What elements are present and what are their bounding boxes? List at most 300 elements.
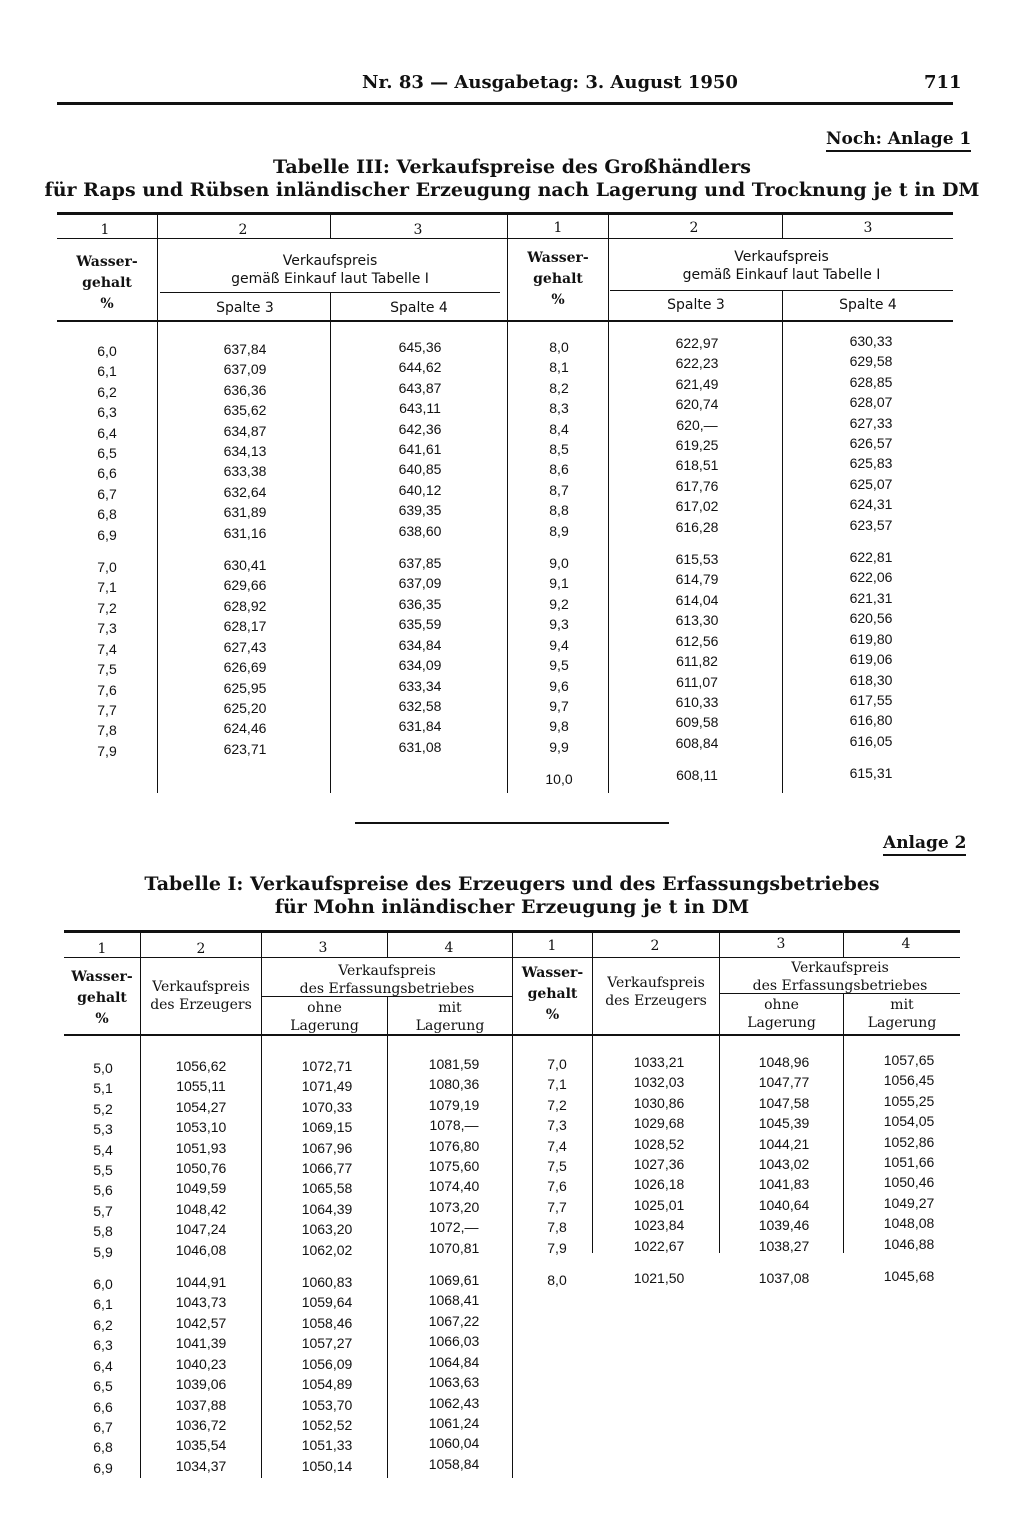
table-cell: 619,06 (849, 651, 893, 668)
table-cell: 622,97 (675, 335, 719, 351)
table3-title: Tabelle III: Verkaufspreise des Großhändlers (273, 156, 751, 178)
table-cell: 8,4 (549, 420, 569, 437)
table-cell: 7,3 (97, 620, 117, 637)
table-cell: 1069,15 (301, 1119, 353, 1136)
table-cell: 6,5 (93, 1378, 113, 1395)
page-number: 711 (924, 72, 962, 93)
table-cell: 6,1 (93, 1296, 113, 1313)
table3-colnum: 3 (863, 220, 873, 236)
table-cell: 631,08 (398, 738, 442, 755)
table-cell: 1061,24 (428, 1414, 480, 1431)
table-cell: 615,53 (675, 551, 719, 568)
table-cell: 7,6 (547, 1178, 567, 1195)
table1-left-mit-column (409, 1054, 499, 1474)
table-cell: 1027,36 (633, 1156, 685, 1173)
table3-vrule-5a (782, 215, 783, 239)
table-cell: 1041,39 (175, 1335, 227, 1352)
table-cell: 628,07 (849, 394, 893, 411)
table-cell: 9,1 (549, 575, 569, 592)
table-cell: 1058,46 (301, 1314, 353, 1331)
table-cell: 1045,39 (758, 1115, 810, 1132)
table-cell: 1036,72 (175, 1416, 227, 1433)
table-cell: 630,33 (849, 333, 893, 349)
table-cell: 634,09 (398, 657, 442, 674)
table-cell: 640,85 (398, 461, 442, 478)
group-spacer (200, 543, 290, 555)
table-cell: 5,2 (93, 1100, 113, 1117)
table-cell: 5,0 (93, 1060, 113, 1076)
table-cell: 622,23 (675, 355, 719, 372)
table-cell: 8,1 (549, 359, 569, 376)
table-cell: 620,— (676, 416, 718, 433)
table-cell: 1046,88 (883, 1235, 935, 1252)
table-cell: 1056,62 (175, 1058, 227, 1074)
table-cell: 639,35 (398, 502, 442, 519)
annex-label-1: Noch: Anlage 1 (826, 129, 971, 152)
table-cell: 6,8 (93, 1439, 113, 1456)
table1-subtitle: für Mohn inländischer Erzeugung je t in DM (274, 896, 750, 918)
table-cell: 625,20 (223, 699, 267, 716)
table3-moisture-header: Wasser- gehalt % (76, 254, 138, 312)
table-cell: 1040,64 (758, 1196, 810, 1213)
table-cell: 1054,27 (175, 1098, 227, 1115)
table1-colnum: 2 (650, 938, 660, 954)
table-cell: 1037,08 (758, 1270, 810, 1287)
table-cell: 6,3 (93, 1337, 113, 1354)
table-cell: 619,25 (675, 437, 719, 454)
group-spacer (58, 1262, 148, 1274)
group-spacer (62, 545, 152, 557)
table-cell: 7,5 (547, 1158, 567, 1175)
table-cell: 5,8 (93, 1223, 113, 1240)
table-cell: 1044,91 (175, 1274, 227, 1291)
table-cell: 8,7 (549, 481, 569, 498)
table-cell: 1067,96 (301, 1139, 353, 1156)
table-cell: 1049,59 (175, 1180, 227, 1197)
table1-colnum: 3 (318, 940, 328, 956)
table-cell: 1055,25 (883, 1092, 935, 1109)
table-cell: 617,55 (849, 691, 893, 708)
table3-moisture-header: Wasser- gehalt % (527, 250, 589, 308)
table1-vrule-7a (843, 933, 844, 958)
table-cell: 1025,01 (633, 1196, 685, 1213)
table-cell: 8,5 (549, 441, 569, 458)
table3-spalte3-header: Spalte 3 (667, 297, 725, 313)
group-spacer (514, 757, 604, 769)
table-cell: 9,7 (549, 697, 569, 714)
table3-subtitle: für Raps und Rübsen inländischer Erzeugung nach Lagerung und Trocknung je t in DM (44, 179, 980, 201)
table-cell: 1039,06 (175, 1376, 227, 1393)
table1-colnum: 3 (776, 936, 786, 952)
table3-colnum: 2 (689, 220, 699, 236)
table-cell: 610,33 (675, 693, 719, 710)
table-cell: 5,7 (93, 1202, 113, 1219)
group-spacer (375, 541, 465, 553)
table-cell: 1064,39 (301, 1200, 353, 1217)
table-cell: 629,66 (223, 577, 267, 594)
table1-colnum: 4 (444, 940, 454, 956)
table-cell: 1060,04 (428, 1435, 480, 1452)
table-cell: 1042,57 (175, 1314, 227, 1331)
table1-moisture-header: Wasser- gehalt % (521, 965, 584, 1023)
table1-producer-header: Verkaufspreis des Erzeugers (605, 975, 707, 1009)
table3-colnum: 1 (553, 220, 563, 236)
group-spacer (652, 753, 742, 765)
table-cell: 1048,08 (883, 1215, 935, 1232)
group-spacer (514, 541, 604, 553)
table-cell: 632,64 (223, 483, 267, 500)
table-cell: 641,61 (398, 441, 442, 458)
table-cell: 628,92 (223, 597, 267, 614)
table-cell: 627,43 (223, 638, 267, 655)
table-cell: 1040,23 (175, 1355, 227, 1372)
table-cell: 6,2 (93, 1316, 113, 1333)
table-cell: 609,58 (675, 714, 719, 731)
table1-right-ohne-column (739, 1052, 829, 1288)
table-cell: 623,71 (223, 740, 267, 757)
table-cell: 1030,86 (633, 1094, 685, 1111)
table-cell: 615,31 (849, 765, 893, 782)
table-cell: 634,13 (223, 443, 267, 460)
table-cell: 1065,58 (301, 1180, 353, 1197)
annex-label-2: Anlage 2 (883, 833, 966, 856)
table3-left-moisture-column (62, 341, 152, 761)
table-cell: 1053,10 (175, 1119, 227, 1136)
table-cell: 633,38 (223, 463, 267, 480)
table-cell: 1057,65 (883, 1052, 935, 1068)
table3-colnum: 3 (413, 222, 423, 238)
table-cell: 637,85 (398, 555, 442, 572)
table1-collector-header: Verkaufspreis des Erfassungsbetriebes (752, 960, 928, 994)
table-cell: 1051,93 (175, 1139, 227, 1156)
table-cell: 621,31 (849, 589, 893, 606)
table-cell: 1023,84 (633, 1217, 685, 1234)
table-cell: 1054,05 (883, 1113, 935, 1130)
table1-producer-header: Verkaufspreis des Erzeugers (150, 979, 252, 1013)
table-cell: 625,07 (849, 475, 893, 492)
table-cell: 5,6 (93, 1182, 113, 1199)
table-cell: 5,9 (93, 1243, 113, 1260)
table-cell: 8,2 (549, 379, 569, 396)
table1-left-ohne-column (282, 1056, 372, 1476)
table1-mit-header: mit Lagerung (867, 997, 937, 1031)
table-cell: 1053,70 (301, 1396, 353, 1413)
table1-ohne-header: ohne Lagerung (290, 1000, 359, 1034)
table-cell: 1048,96 (758, 1054, 810, 1070)
table-cell: 1063,20 (301, 1221, 353, 1238)
table-cell: 1046,08 (175, 1241, 227, 1258)
table1-collector-header: Verkaufspreis des Erfassungsbetriebes (299, 963, 475, 997)
table-cell: 1050,14 (301, 1457, 353, 1474)
table-cell: 5,4 (93, 1141, 113, 1158)
table-cell: 6,9 (97, 526, 117, 543)
table3-left-spalte3-column (200, 339, 290, 759)
table-cell: 1048,42 (175, 1200, 227, 1217)
table-cell: 7,9 (547, 1239, 567, 1256)
table-cell: 1062,02 (301, 1241, 353, 1258)
table-cell: 617,76 (675, 477, 719, 494)
table-cell: 1066,03 (428, 1333, 480, 1350)
table-cell: 1058,84 (428, 1455, 480, 1472)
table3-price-header: Verkaufspreis gemäß Einkauf laut Tabelle I (231, 253, 429, 287)
table1-colnum: 2 (196, 941, 206, 957)
table-cell: 6,0 (93, 1276, 113, 1293)
table3-price-header: Verkaufspreis gemäß Einkauf laut Tabelle I (682, 249, 881, 283)
table-cell: 10,0 (545, 771, 573, 788)
table-cell: 640,12 (398, 481, 442, 498)
table1-moisture-header: Wasser- gehalt % (71, 969, 133, 1027)
table-cell: 1043,02 (758, 1156, 810, 1173)
table-cell: 643,87 (398, 379, 442, 396)
table-cell: 624,31 (849, 496, 893, 513)
table-separator (355, 822, 669, 824)
table3-spalte3-header: Spalte 3 (216, 300, 274, 316)
table-cell: 7,4 (97, 640, 117, 657)
table1-title: Tabelle I: Verkaufspreise des Erzeugers und des Erfassungsbetriebes (144, 873, 880, 895)
table-cell: 1032,03 (633, 1074, 685, 1091)
table3-vrule-5b (782, 291, 783, 793)
table-cell: 5,5 (93, 1162, 113, 1179)
table-cell: 9,2 (549, 595, 569, 612)
table-cell: 1080,36 (428, 1076, 480, 1093)
table-cell: 6,1 (97, 363, 117, 380)
table-cell: 1041,83 (758, 1176, 810, 1193)
issue-header: Nr. 83 — Ausgabetag: 3. August 1950 (362, 72, 738, 93)
table-cell: 9,3 (549, 616, 569, 633)
table-cell: 1071,49 (301, 1078, 353, 1095)
table-cell: 634,87 (223, 422, 267, 439)
table-cell: 1062,43 (428, 1394, 480, 1411)
table-cell: 1034,37 (175, 1457, 227, 1474)
table-cell: 1029,68 (633, 1115, 685, 1132)
table-cell: 614,79 (675, 571, 719, 588)
table-cell: 632,58 (398, 697, 442, 714)
group-spacer (652, 537, 742, 549)
table-cell: 8,6 (549, 461, 569, 478)
table-cell: 620,56 (849, 610, 893, 627)
table1-colnum: 4 (901, 936, 911, 952)
table3-vrule-4 (608, 215, 609, 793)
table-cell: 5,1 (93, 1080, 113, 1097)
table-cell: 1070,33 (301, 1098, 353, 1115)
table3-vrule-1 (157, 215, 158, 793)
table-cell: 1028,52 (633, 1135, 685, 1152)
table-cell: 634,84 (398, 636, 442, 653)
table-cell: 627,33 (849, 414, 893, 431)
table-cell: 1052,86 (883, 1133, 935, 1150)
table-cell: 6,9 (93, 1459, 113, 1476)
table3-vrule-2b (330, 293, 331, 793)
table-cell: 1063,63 (428, 1374, 480, 1391)
table-cell: 1055,11 (176, 1078, 226, 1095)
table-cell: 1037,88 (175, 1396, 227, 1413)
table-cell: 8,0 (547, 1272, 567, 1289)
table-cell: 1067,22 (428, 1312, 480, 1329)
table-cell: 629,58 (849, 353, 893, 370)
table-cell: 622,81 (849, 549, 893, 566)
table-cell: 7,5 (97, 661, 117, 678)
table-cell: 1039,46 (758, 1217, 810, 1234)
table3-colnum: 1 (100, 222, 110, 238)
table-cell: 613,30 (675, 612, 719, 629)
group-spacer (282, 1260, 372, 1272)
table-cell: 9,6 (549, 677, 569, 694)
table-cell: 611,82 (676, 653, 718, 670)
table3-colnum: 2 (238, 222, 248, 238)
table-cell: 1043,73 (175, 1294, 227, 1311)
table-cell: 7,8 (547, 1219, 567, 1236)
table-cell: 1026,18 (633, 1176, 685, 1193)
table-cell: 625,95 (223, 679, 267, 696)
table-cell: 1081,59 (428, 1056, 480, 1072)
table1-vrule-3a (387, 933, 388, 958)
table3-left-spalte4-column (375, 337, 465, 757)
table1-vrule-3b (387, 997, 388, 1478)
table-cell: 1069,61 (428, 1272, 480, 1289)
table-cell: 608,84 (675, 734, 719, 751)
table-cell: 6,8 (97, 506, 117, 523)
table1-left-erzeuger-column (156, 1056, 246, 1476)
table-cell: 9,5 (549, 657, 569, 674)
table-cell: 631,84 (398, 718, 442, 735)
table-cell: 636,36 (223, 381, 267, 398)
table-cell: 6,6 (97, 465, 117, 482)
table-cell: 1049,27 (883, 1194, 935, 1211)
table-cell: 9,0 (549, 555, 569, 572)
table1-right-moisture-column (512, 1054, 602, 1290)
table3-spalte4-header: Spalte 4 (390, 300, 448, 316)
table-cell: 5,3 (93, 1121, 113, 1138)
table-cell: 6,5 (97, 445, 117, 462)
table-cell: 628,17 (223, 618, 267, 635)
table-cell: 7,8 (97, 722, 117, 739)
group-spacer (512, 1258, 602, 1270)
table-cell: 608,11 (676, 767, 718, 784)
table-cell: 631,16 (223, 524, 267, 541)
table-cell: 1047,24 (175, 1221, 227, 1238)
table-cell: 7,1 (97, 579, 117, 596)
table-cell: 616,05 (849, 732, 893, 749)
table1-colnum: 1 (97, 941, 107, 957)
table3-spalte4-header: Spalte 4 (839, 297, 897, 313)
table-cell: 1033,21 (633, 1054, 685, 1070)
table-cell: 7,1 (547, 1076, 567, 1093)
table-cell: 637,09 (223, 361, 267, 378)
table-cell: 6,6 (93, 1398, 113, 1415)
table-cell: 1079,19 (428, 1096, 480, 1113)
table-cell: 626,57 (849, 435, 893, 452)
table-cell: 616,28 (675, 518, 719, 535)
table-cell: 7,2 (547, 1096, 567, 1113)
table-cell: 644,62 (398, 359, 442, 376)
table-cell: 1047,77 (758, 1074, 810, 1091)
table-cell: 7,9 (97, 742, 117, 759)
table-cell: 626,69 (223, 659, 267, 676)
table-cell: 1054,89 (301, 1376, 353, 1393)
table-cell: 611,07 (676, 673, 718, 690)
table-cell: 7,3 (547, 1117, 567, 1134)
table-cell: 6,3 (97, 404, 117, 421)
table-cell: 631,89 (223, 504, 267, 521)
table-cell: 6,4 (97, 424, 117, 441)
table-cell: 1078,— (429, 1117, 479, 1134)
table1-vrule-7b (843, 994, 844, 1253)
table-cell: 614,04 (675, 591, 719, 608)
table-cell: 1070,81 (428, 1239, 480, 1256)
group-spacer (864, 1254, 954, 1266)
table-cell: 6,4 (93, 1357, 113, 1374)
group-spacer (826, 535, 916, 547)
table1-colnum: 1 (547, 938, 557, 954)
table-cell: 638,60 (398, 522, 442, 539)
table-cell: 7,0 (97, 559, 117, 576)
table1-left-moisture-column (58, 1058, 148, 1478)
table-cell: 622,06 (849, 569, 893, 586)
table-cell: 1021,50 (633, 1270, 685, 1287)
table-cell: 1076,80 (428, 1137, 480, 1154)
table-cell: 1051,33 (301, 1437, 353, 1454)
table-cell: 1038,27 (758, 1237, 810, 1254)
table-cell: 1050,76 (175, 1160, 227, 1177)
table-cell: 1075,60 (428, 1158, 480, 1175)
table-cell: 9,9 (549, 738, 569, 755)
table-cell: 7,0 (547, 1056, 567, 1072)
table-cell: 636,35 (398, 595, 442, 612)
table3-top-rule (57, 212, 953, 215)
table-cell: 6,2 (97, 383, 117, 400)
table-cell: 8,3 (549, 400, 569, 417)
table3-right-spalte3-column (652, 333, 742, 786)
table1-right-erzeuger-column (614, 1052, 704, 1288)
header-rule (57, 102, 953, 105)
table-cell: 637,84 (223, 341, 267, 357)
table-cell: 1051,66 (883, 1154, 935, 1171)
table1-mit-header: mit Lagerung (415, 1000, 485, 1034)
table-cell: 1022,67 (633, 1237, 685, 1254)
table-cell: 637,09 (398, 575, 442, 592)
table3-vrule-2a (330, 215, 331, 239)
table-cell: 633,34 (398, 677, 442, 694)
group-spacer (409, 1258, 499, 1270)
table-cell: 623,57 (849, 516, 893, 533)
table3-right-spalte4-column (826, 331, 916, 784)
table-cell: 1072,— (429, 1219, 479, 1236)
table-cell: 6,7 (97, 485, 117, 502)
table-cell: 645,36 (398, 339, 442, 355)
table-cell: 1060,83 (301, 1274, 353, 1291)
table-cell: 625,83 (849, 455, 893, 472)
table-cell: 642,36 (398, 420, 442, 437)
table-cell: 1068,41 (428, 1292, 480, 1309)
table-cell: 6,0 (97, 343, 117, 359)
table-cell: 1066,77 (301, 1160, 353, 1177)
table-cell: 1050,46 (883, 1174, 935, 1191)
table-cell: 8,0 (549, 339, 569, 355)
table3-right-moisture-column (514, 337, 604, 790)
table-cell: 9,8 (549, 718, 569, 735)
table-cell: 8,8 (549, 502, 569, 519)
table-cell: 612,56 (675, 632, 719, 649)
table-cell: 624,46 (223, 720, 267, 737)
table-cell: 1056,09 (301, 1355, 353, 1372)
group-spacer (739, 1256, 829, 1268)
table-cell: 6,7 (93, 1418, 113, 1435)
table-cell: 1035,54 (175, 1437, 227, 1454)
table-cell: 7,7 (97, 701, 117, 718)
table-cell: 620,74 (675, 396, 719, 413)
table-cell: 1073,20 (428, 1198, 480, 1215)
table-cell: 618,51 (675, 457, 719, 474)
